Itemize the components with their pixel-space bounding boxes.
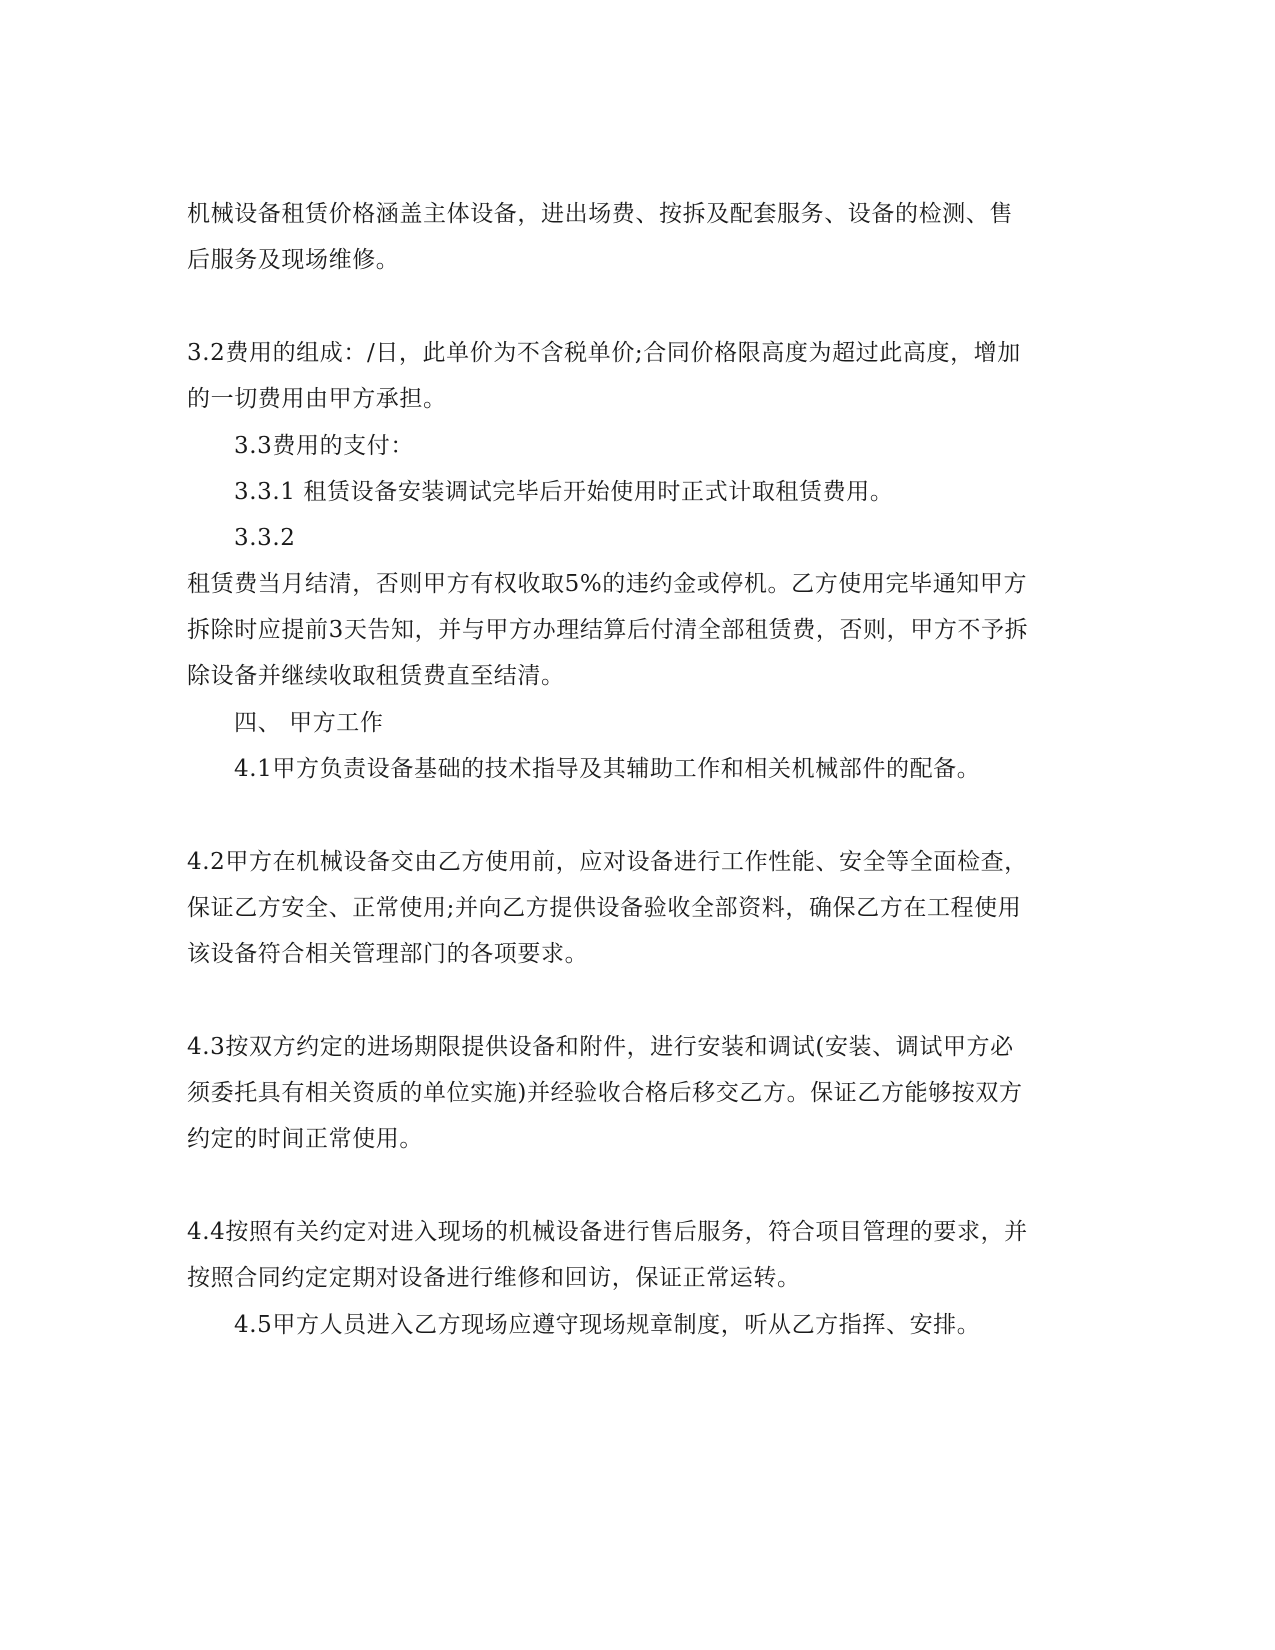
clause-3-3-1: 3.3.1 租赁设备安装调试完毕后开始使用时正式计取租赁费用。 <box>234 479 894 505</box>
clause-3-2: 3.2费用的组成：/日，此单价为不含税单价;合同价格限高度为超过此高度，增加 <box>187 340 1021 366</box>
clause-4-5: 4.5甲方人员进入乙方现场应遵守现场规章制度，听从乙方指挥、安排。 <box>234 1312 981 1338</box>
text-line: 保证乙方安全、正常使用;并向乙方提供设备验收全部资料，确保乙方在工程使用 <box>187 895 1022 921</box>
text-line: 的一切费用由甲方承担。 <box>187 386 447 412</box>
clause-4-3: 4.3按双方约定的进场期限提供设备和附件，进行安装和调试(安装、调试甲方必 <box>187 1034 1014 1060</box>
clause-3-3-2: 3.3.2 <box>234 525 296 551</box>
text-line: 该设备符合相关管理部门的各项要求。 <box>187 941 589 967</box>
section-heading-4: 四、 甲方工作 <box>234 710 384 736</box>
text-line: 约定的时间正常使用。 <box>187 1126 423 1152</box>
clause-4-4: 4.4按照有关约定对进入现场的机械设备进行售后服务，符合项目管理的要求，并 <box>187 1219 1028 1245</box>
text-line: 租赁费当月结清，否则甲方有权收取5%的违约金或停机。乙方使用完毕通知甲方 <box>187 571 1028 597</box>
text-line: 按照合同约定定期对设备进行维修和回访，保证正常运转。 <box>187 1265 801 1291</box>
text-line: 机械设备租赁价格涵盖主体设备，进出场费、按拆及配套服务、设备的检测、售 <box>187 201 1013 227</box>
clause-4-1: 4.1甲方负责设备基础的技术指导及其辅助工作和相关机械部件的配备。 <box>234 756 981 782</box>
clause-3-3: 3.3费用的支付： <box>234 433 414 459</box>
text-line: 须委托具有相关资质的单位实施)并经验收合格后移交乙方。保证乙方能够按双方 <box>187 1080 1023 1106</box>
text-line: 除设备并继续收取租赁费直至结清。 <box>187 663 565 689</box>
text-line: 拆除时应提前3天告知，并与甲方办理结算后付清全部租赁费，否则，甲方不予拆 <box>187 617 1029 643</box>
text-line: 后服务及现场维修。 <box>187 247 400 273</box>
clause-4-2: 4.2甲方在机械设备交由乙方使用前，应对设备进行工作性能、安全等全面检查， <box>187 849 1028 875</box>
